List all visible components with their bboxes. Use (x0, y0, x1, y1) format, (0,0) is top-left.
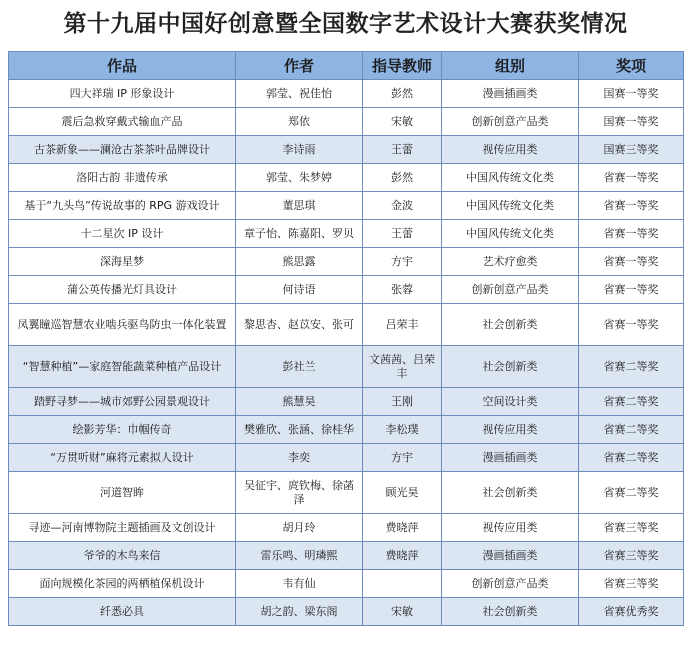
cell-teacher: 宋敏 (363, 108, 442, 136)
cell-author: 雷乐鸣、明璘熙 (236, 542, 363, 570)
table-row (9, 388, 684, 416)
cell-group: 中国风传统文化类 (442, 164, 579, 192)
cell-award: 省赛一等奖 (579, 248, 684, 276)
cell-group: 视传应用类 (442, 514, 579, 542)
cell-work: 震后急救穿戴式输血产品 (9, 108, 236, 136)
cell-group: 创新创意产品类 (442, 108, 579, 136)
cell-work: 寻迹—河南博物院主题插画及文创设计 (9, 514, 236, 542)
cell-teacher: 李松璞 (363, 416, 442, 444)
cell-teacher: 王刚 (363, 388, 442, 416)
cell-award: 省赛三等奖 (579, 570, 684, 598)
header-teacher: 指导教师 (363, 52, 442, 80)
table-row (9, 444, 684, 472)
cell-group: 社会创新类 (442, 304, 579, 346)
cell-author: 熊慧昊 (236, 388, 363, 416)
cell-work: 凤翼瞳巡智慧农业啮兵驱鸟防虫一体化装置 (9, 304, 236, 346)
cell-author: 郑依 (236, 108, 363, 136)
cell-award: 省赛三等奖 (579, 542, 684, 570)
cell-author: 胡月玲 (236, 514, 363, 542)
table-row (9, 542, 684, 570)
cell-group: 中国风传统文化类 (442, 192, 579, 220)
cell-teacher: 宋敏 (363, 598, 442, 626)
cell-work: 河道智眸 (9, 472, 236, 514)
cell-author: 彭社兰 (236, 346, 363, 388)
cell-author: 郭莹、朱梦婷 (236, 164, 363, 192)
cell-award: 省赛一等奖 (579, 192, 684, 220)
table-row (9, 220, 684, 248)
cell-author: 何诗语 (236, 276, 363, 304)
cell-group: 漫画插画类 (442, 80, 579, 108)
cell-teacher: 顾光昊 (363, 472, 442, 514)
table-row (9, 192, 684, 220)
cell-award: 省赛优秀奖 (579, 598, 684, 626)
table-row (9, 276, 684, 304)
cell-award: 国赛三等奖 (579, 136, 684, 164)
cell-author: 胡之韵、梁东阁 (236, 598, 363, 626)
cell-author: 李奕 (236, 444, 363, 472)
cell-award: 省赛一等奖 (579, 304, 684, 346)
cell-work: 深海星梦 (9, 248, 236, 276)
table-row (9, 514, 684, 542)
cell-author: 吴征宇、庹钦梅、徐菡泽 (236, 472, 363, 514)
table-row (9, 304, 684, 346)
cell-group: 创新创意产品类 (442, 570, 579, 598)
cell-teacher: 彭然 (363, 80, 442, 108)
table-row (9, 570, 684, 598)
cell-award: 省赛二等奖 (579, 416, 684, 444)
cell-teacher: 费晓萍 (363, 514, 442, 542)
cell-teacher: 文茜茜、吕荣丰 (363, 346, 442, 388)
cell-author: 郭莹、祝佳怡 (236, 80, 363, 108)
header-award: 奖项 (579, 52, 684, 80)
cell-group: 艺术疗愈类 (442, 248, 579, 276)
table-row (9, 164, 684, 192)
cell-teacher (363, 570, 442, 598)
cell-work: 面向规模化茶园的两栖植保机设计 (9, 570, 236, 598)
cell-work: 绘影芳华：巾帼传奇 (9, 416, 236, 444)
table-row (9, 80, 684, 108)
cell-work: 基于“九头鸟”传说故事的 RPG 游戏设计 (9, 192, 236, 220)
cell-author: 李诗雨 (236, 136, 363, 164)
cell-group: 社会创新类 (442, 598, 579, 626)
cell-award: 省赛二等奖 (579, 472, 684, 514)
cell-teacher: 王蕾 (363, 220, 442, 248)
cell-author: 韦有仙 (236, 570, 363, 598)
cell-award: 省赛一等奖 (579, 220, 684, 248)
cell-group: 空间设计类 (442, 388, 579, 416)
cell-work: 踏野寻梦——城市郊野公园景观设计 (9, 388, 236, 416)
table-row (9, 248, 684, 276)
page-title: 第十九届中国好创意暨全国数字艺术设计大赛获奖情况 (63, 11, 628, 37)
cell-teacher: 方宇 (363, 444, 442, 472)
cell-group: 社会创新类 (442, 346, 579, 388)
table-row (9, 136, 684, 164)
cell-teacher: 彭然 (363, 164, 442, 192)
cell-award: 省赛二等奖 (579, 444, 684, 472)
cell-group: 创新创意产品类 (442, 276, 579, 304)
cell-group: 视传应用类 (442, 416, 579, 444)
cell-work: 蒲公英传播光灯具设计 (9, 276, 236, 304)
table-row (9, 346, 684, 388)
table-row (9, 472, 684, 514)
cell-award: 省赛三等奖 (579, 514, 684, 542)
cell-work: 爷爷的木鸟来信 (9, 542, 236, 570)
cell-teacher: 费晓萍 (363, 542, 442, 570)
cell-work: 纤悉必具 (9, 598, 236, 626)
table-body (9, 80, 684, 626)
cell-teacher: 方宇 (363, 248, 442, 276)
cell-work: 古茶新象——澜沧古茶茶叶品牌设计 (9, 136, 236, 164)
cell-teacher: 王蕾 (363, 136, 442, 164)
cell-work: “万贯听财”麻将元素拟人设计 (9, 444, 236, 472)
cell-work: “智慧种植”—家庭智能蔬菜种植产品设计 (9, 346, 236, 388)
header-work: 作品 (9, 52, 236, 80)
cell-author: 章子怡、陈嘉阳、罗贝 (236, 220, 363, 248)
cell-group: 漫画插画类 (442, 542, 579, 570)
cell-group: 中国风传统文化类 (442, 220, 579, 248)
cell-group: 视传应用类 (442, 136, 579, 164)
cell-award: 国赛一等奖 (579, 80, 684, 108)
cell-work: 四大祥瑞 IP 形象设计 (9, 80, 236, 108)
table-row (9, 108, 684, 136)
cell-teacher: 吕荣丰 (363, 304, 442, 346)
cell-teacher: 张蓉 (363, 276, 442, 304)
cell-group: 漫画插画类 (442, 444, 579, 472)
awards-table (8, 51, 684, 626)
cell-award: 省赛一等奖 (579, 164, 684, 192)
cell-award: 国赛一等奖 (579, 108, 684, 136)
cell-author: 熊思露 (236, 248, 363, 276)
cell-author: 樊雅欣、张涵、徐桂华 (236, 416, 363, 444)
cell-work: 十二星次 IP 设计 (9, 220, 236, 248)
header-group: 组别 (442, 52, 579, 80)
cell-work: 洛阳古韵 非遗传承 (9, 164, 236, 192)
cell-author: 黎思杏、赵苡安、张可 (236, 304, 363, 346)
header-author: 作者 (236, 52, 363, 80)
cell-award: 省赛二等奖 (579, 388, 684, 416)
table-row (9, 598, 684, 626)
cell-award: 省赛一等奖 (579, 276, 684, 304)
cell-group: 社会创新类 (442, 472, 579, 514)
cell-award: 省赛二等奖 (579, 346, 684, 388)
table-row (9, 416, 684, 444)
cell-author: 董思琪 (236, 192, 363, 220)
table-header-row (9, 52, 684, 80)
cell-teacher: 金波 (363, 192, 442, 220)
